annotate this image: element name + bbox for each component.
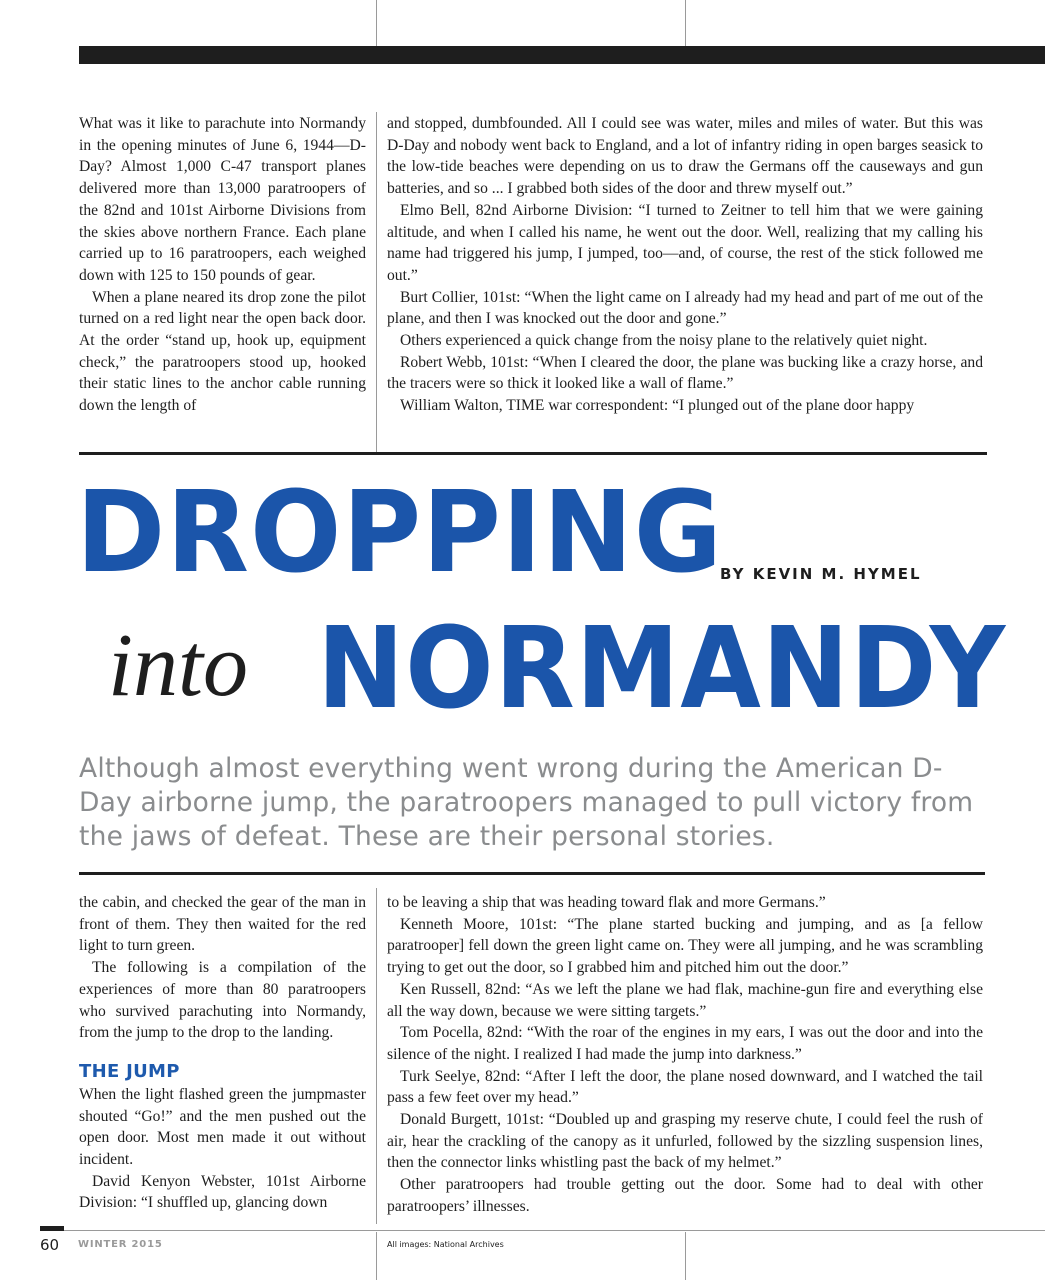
paragraph: What was it like to parachute into Normandy in the opening minutes of June 6, 1944—D-Day? Almost 1,000 C-47 transport planes delivered more than 13,000 paratroopers of the 82nd and 101st Airborne Divisions from the skies above northern France. Each plane carried up to 16 paratroopers, each weighed down with 125 to 150 pounds of gear. (79, 115, 366, 284)
paragraph: to be leaving a ship that was heading toward flak and more Germans.” (387, 894, 826, 911)
paragraph: Robert Webb, 101st: “When I cleared the door, the plane was bucking like a crazy horse, and the tracers were so thick it looked like a wall of flame.” (387, 353, 983, 393)
top-black-bar (79, 46, 1045, 64)
bottom-gutter-line-left (376, 1232, 377, 1280)
byline: BY KEVIN M. HYMEL (720, 565, 922, 583)
paragraph: Donald Burgett, 101st: “Doubled up and grasping my reserve chute, I could feel the rush of air, hear the crackling of the canopy as it unfurled, followed by the sizzling suspension lines, then the connector links whistling past the back of my helmet.” (387, 1111, 983, 1172)
lower-left-column (79, 892, 366, 1214)
paragraph: and stopped, dumbfounded. All I could see was water, miles and miles of water. But this was D-Day and nobody went back to England, and a lot of infantry riding in open barges seasick to the low-tide beaches were depending on us to draw the Germans off the causeways and gun batteries, and so ... I grabbed both sides of the door and threw myself out.” (387, 115, 983, 198)
paragraph: the cabin, and checked the gear of the man in front of them. They then waited for the red light to turn green. (79, 894, 366, 955)
article-dek: Although almost everything went wrong during the American D-Day airborne jump, the paratroopers managed to pull victory from the jaws of defeat. These are their personal stories. (79, 753, 974, 852)
upper-right-column (387, 113, 983, 417)
page-number: 60 (40, 1236, 60, 1254)
paragraph: Ken Russell, 82nd: “As we left the plane we had flak, machine-gun fire and everything else all the way down, because we were sitting targets.” (387, 980, 983, 1020)
lower-rule (79, 872, 985, 875)
upper-left-column (79, 113, 366, 417)
upper-rule (79, 452, 987, 455)
subhead-the-jump: THE JUMP (79, 1060, 180, 1082)
top-gutter-line-right (685, 0, 686, 46)
paragraph: When a plane neared its drop zone the pilot turned on a red light near the open back door. At the order “stand up, hook up, equipment check,” the paratroopers stood up, hooked their static lines to the anchor cable running down the length of (79, 288, 366, 415)
paragraph: Others experienced a quick change from the noisy plane to the relatively quiet night. (400, 332, 928, 350)
bottom-gutter-line-right (685, 1232, 686, 1280)
paragraph: Kenneth Moore, 101st: “The plane started bucking and jumping, and as [a fellow paratrooper] fell down the green light came on. They were all jumping, and he was scrambling trying to get out the door, so I grabbed him and pitched him out the door.” (387, 915, 983, 977)
paragraph: David Kenyon Webster, 101st Airborne Division: “I shuffled up, glancing down (79, 1172, 366, 1212)
issue-label: WINTER 2015 (78, 1239, 163, 1250)
footer-page-tab (40, 1226, 64, 1231)
image-credit: All images: National Archives (387, 1240, 504, 1249)
paragraph: When the light flashed green the jumpmaster shouted “Go!” and the men pushed out the open door. Most men made it out without incident. (79, 1085, 366, 1169)
paragraph: William Walton, TIME war correspondent: “I plunged out of the plane door happy (400, 397, 915, 415)
headline-into: into (108, 616, 249, 715)
paragraph: Turk Seelye, 82nd: “After I left the door, the plane nosed downward, and I watched the tail pass a few feet over my head.” (387, 1067, 983, 1107)
upper-column-divider (376, 112, 377, 454)
headline-dropping: DROPPING (76, 468, 723, 598)
lower-column-divider (376, 888, 377, 1224)
paragraph: Tom Pocella, 82nd: “With the roar of the engines in my ears, I was out the door and into the silence of the night. I realized I had made the jump into darkness.” (387, 1024, 983, 1063)
paragraph: The following is a compilation of the experiences of more than 80 paratroopers who survived parachuting into Normandy, from the jump to the drop to the landing. (79, 959, 366, 1042)
top-gutter-line-left (376, 0, 377, 46)
headline-normandy: NORMANDY (317, 604, 1007, 734)
paragraph: Other paratroopers had trouble getting out the door. Some had to deal with other paratroopers’ illnesses. (387, 1176, 983, 1215)
footer-rule (40, 1230, 1045, 1231)
paragraph: Burt Collier, 101st: “When the light came on I already had my head and part of me out of the plane, and then I was knocked out the door and gone.” (387, 288, 983, 328)
lower-right-column (387, 892, 983, 1218)
paragraph: Elmo Bell, 82nd Airborne Division: “I turned to Zeitner to tell him that we were gaining altitude, and when I called his name, he went out the door. Well, realizing that my calling his name had triggered his jump, I jumped, too—and, of course, the rest of the stick followed me out.” (387, 201, 983, 284)
